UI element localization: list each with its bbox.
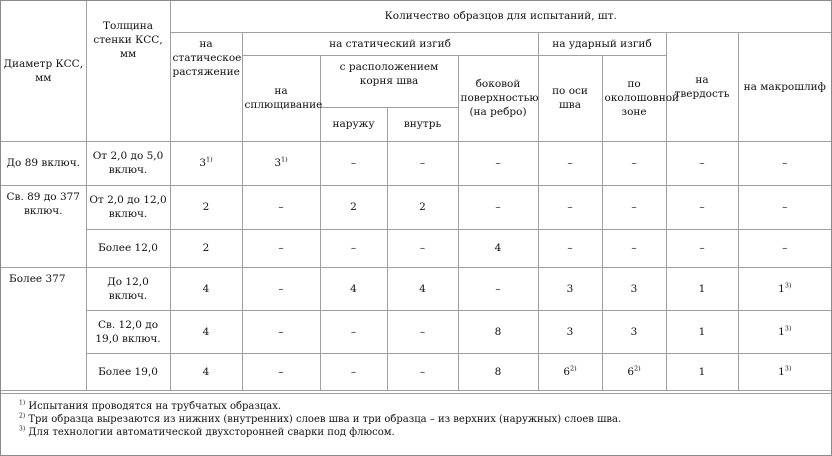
cell-flattening: –	[242, 185, 320, 229]
cell-outside: 2	[320, 185, 387, 229]
cell-inside: 2	[387, 185, 458, 229]
cell-outside: –	[320, 141, 387, 185]
cell-side: –	[458, 267, 538, 310]
cell-impact-haz: –	[602, 141, 666, 185]
cell-hardness: 1	[666, 267, 738, 310]
cell-macro: –	[738, 229, 831, 267]
cell-hardness: 1	[666, 353, 738, 390]
cell-outside: –	[320, 229, 387, 267]
cell-flattening: –	[242, 229, 320, 267]
cell-tension: 2	[170, 185, 242, 229]
header-side: боковой поверхностью (на ребро)	[458, 55, 538, 141]
cell-flattening: –	[242, 353, 320, 390]
cell-tension: 3$^{1)}$	[170, 141, 242, 185]
cell-macro: 1$^{3)}$	[738, 310, 831, 353]
footnote: $^{3)}$ Для технологии автоматической двухсторонней сварки под флюсом.	[19, 425, 395, 438]
cell-inside: –	[387, 353, 458, 390]
cell-hardness: –	[666, 185, 738, 229]
header-macro: на макрошлиф	[738, 32, 831, 141]
cell-macro: 1$^{3)}$	[738, 353, 831, 390]
footnotes	[1, 393, 831, 439]
cell-macro: –	[738, 185, 831, 229]
cell-impact-haz: –	[602, 185, 666, 229]
cell-flattening: 3$^{1)}$	[242, 141, 320, 185]
cell-inside: –	[387, 310, 458, 353]
cell-thickness: До 12,0 включ.	[86, 267, 170, 310]
cell-diameter: Св. 89 до 377 включ.	[1, 185, 86, 267]
header-static-bend: на статический изгиб	[242, 32, 538, 55]
footnote: $^{1)}$ Испытания проводятся на трубчатых образцах.	[19, 399, 282, 412]
cell-inside: –	[387, 141, 458, 185]
header-impact: на ударный изгиб	[538, 32, 666, 55]
cell-thickness: Более 19,0	[86, 353, 170, 390]
header-root-location: с расположением корня шва	[320, 55, 458, 107]
cell-impact-axis: 3	[538, 267, 602, 310]
cell-impact-haz: 3	[602, 267, 666, 310]
header-outside: наружу	[320, 107, 387, 141]
cell-flattening: –	[242, 310, 320, 353]
cell-side: –	[458, 141, 538, 185]
header-impact-axis: по оси шва	[538, 55, 602, 141]
cell-tension: 4	[170, 267, 242, 310]
header-impact-haz: по околошовной зоне	[602, 55, 666, 141]
header-flattening: на сплющивание	[242, 55, 320, 141]
header-inside: внутрь	[387, 107, 458, 141]
header-tension: на статическое растяжение	[170, 32, 242, 141]
cell-hardness: 1	[666, 310, 738, 353]
cell-side: –	[458, 185, 538, 229]
cell-thickness: От 2,0 до 12,0 включ.	[86, 185, 170, 229]
cell-macro: 1$^{3)}$	[738, 267, 831, 310]
cell-side: 8	[458, 353, 538, 390]
cell-diameter: До 89 включ.	[1, 141, 86, 185]
cell-thickness: От 2,0 до 5,0 включ.	[86, 141, 170, 185]
header-hardness: на твердость	[666, 32, 738, 141]
cell-impact-haz: 6$^{2)}$	[602, 353, 666, 390]
cell-tension: 4	[170, 353, 242, 390]
cell-diameter: Более 377	[1, 267, 86, 390]
cell-hardness: –	[666, 229, 738, 267]
cell-impact-axis: –	[538, 185, 602, 229]
cell-inside: –	[387, 229, 458, 267]
cell-outside: –	[320, 353, 387, 390]
cell-tension: 4	[170, 310, 242, 353]
specimen-count-table	[1, 1, 831, 391]
cell-macro: –	[738, 141, 831, 185]
cell-impact-axis: –	[538, 141, 602, 185]
footnote: $^{2)}$ Три образца вырезаются из нижних (внутренних) слоев шва и три образца – из верхних (наружных) слоев шва.	[19, 412, 622, 425]
header-thickness: Толщина стенки КСС, мм	[86, 1, 170, 141]
cell-outside: 4	[320, 267, 387, 310]
cell-thickness: Св. 12,0 до 19,0 включ.	[86, 310, 170, 353]
cell-outside: –	[320, 310, 387, 353]
cell-hardness: –	[666, 141, 738, 185]
header-sample-count: Количество образцов для испытаний, шт.	[170, 1, 831, 32]
cell-side: 4	[458, 229, 538, 267]
cell-impact-haz: –	[602, 229, 666, 267]
cell-tension: 2	[170, 229, 242, 267]
cell-impact-axis: 3	[538, 310, 602, 353]
cell-flattening: –	[242, 267, 320, 310]
cell-thickness: Более 12,0	[86, 229, 170, 267]
cell-side: 8	[458, 310, 538, 353]
header-diameter: Диаметр КСС, мм	[1, 1, 86, 141]
cell-impact-haz: 3	[602, 310, 666, 353]
cell-impact-axis: –	[538, 229, 602, 267]
cell-inside: 4	[387, 267, 458, 310]
cell-impact-axis: 6$^{2)}$	[538, 353, 602, 390]
